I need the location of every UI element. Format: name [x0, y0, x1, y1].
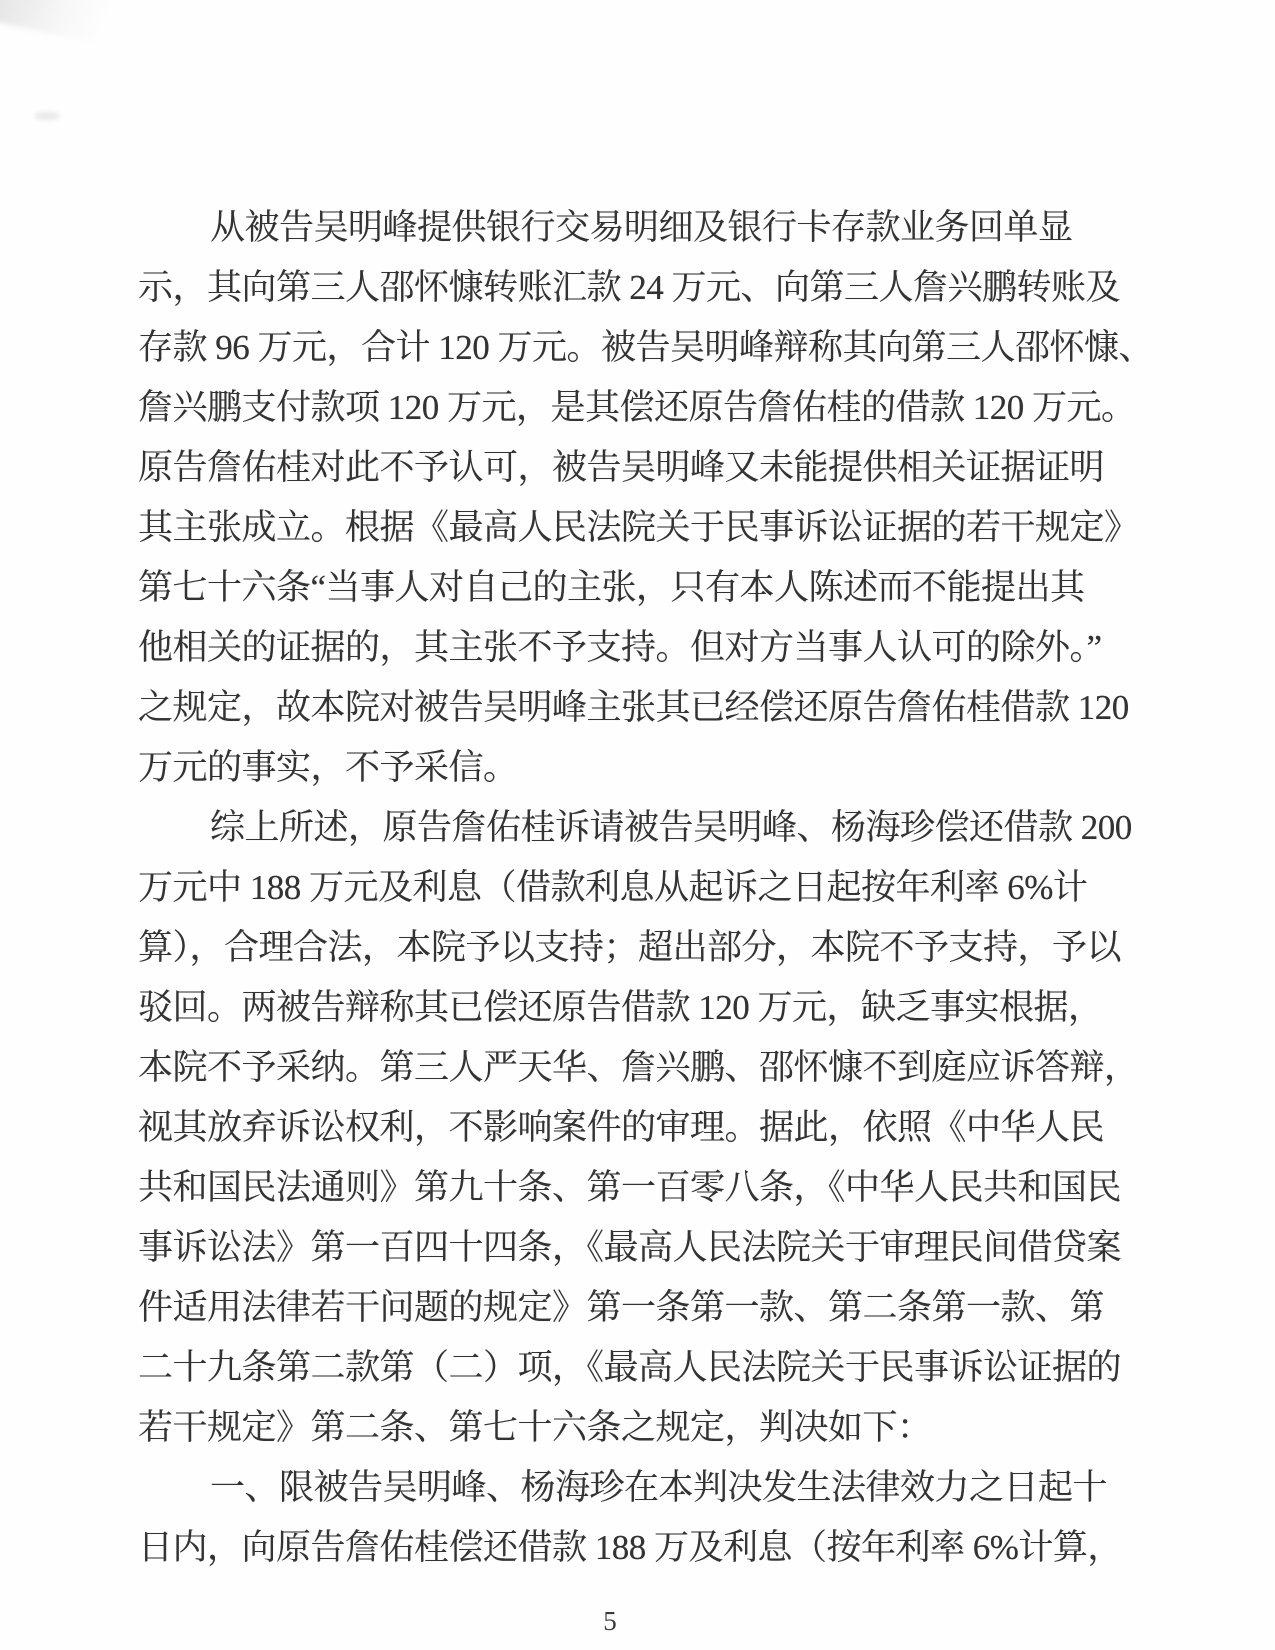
- text-line: 之规定，故本院对被告吴明峰主张其已经偿还原告詹佑桂借款 120: [138, 688, 1129, 727]
- text-line: 二十九条第二款第（二）项，《最高人民法院关于民事诉讼证据的: [138, 1348, 1122, 1387]
- text-line: 示，其向第三人邵怀慷转账汇款 24 万元、向第三人詹兴鹏转账及: [138, 268, 1121, 307]
- text-line: 算），合理合法，本院予以支持；超出部分，本院不予支持，予以: [138, 928, 1122, 967]
- judgment-body-text: [138, 198, 1154, 1578]
- text-line: 综上所述，原告詹佑桂诉请被告吴明峰、杨海珍偿还借款 200: [210, 808, 1132, 847]
- text-line: 存款 96 万元，合计 120 万元。被告吴明峰辩称其向第三人邵怀慷、: [138, 328, 1154, 367]
- text-line: 一、限被告吴明峰、杨海珍在本判决发生法律效力之日起十: [210, 1468, 1108, 1507]
- text-line: 他相关的证据的，其主张不予支持。但对方当事人认可的除外。”: [138, 628, 1102, 667]
- text-line: 其主张成立。根据《最高人民法院关于民事诉讼证据的若干规定》: [138, 508, 1139, 547]
- text-line: 原告詹佑桂对此不予认可，被告吴明峰又未能提供相关证据证明: [138, 448, 1105, 487]
- text-line: 第七十六条“当事人对自己的主张，只有本人陈述而不能提出其: [138, 568, 1085, 607]
- text-line: 件适用法律若干问题的规定》第一条第一款、第二条第一款、第: [138, 1288, 1105, 1327]
- text-line: 从被告吴明峰提供银行交易明细及银行卡存款业务回单显: [210, 208, 1073, 247]
- text-line: 若干规定》第二条、第七十六条之规定，判决如下：: [138, 1408, 932, 1447]
- text-line: 视其放弃诉讼权利，不影响案件的审理。据此，依照《中华人民: [138, 1108, 1105, 1147]
- page-number: 5: [603, 1606, 617, 1636]
- text-line: 本院不予采纳。第三人严天华、詹兴鹏、邵怀慷不到庭应诉答辩，: [138, 1048, 1139, 1087]
- text-line: 事诉讼法》第一百四十四条，《最高人民法院关于审理民间借贷案: [138, 1228, 1122, 1267]
- text-line: 驳回。两被告辩称其已偿还原告借款 120 万元，缺乏事实根据，: [138, 988, 1103, 1027]
- scan-smudge-artifact: [0, 0, 143, 51]
- text-line: 万元的事实，不予采信。: [138, 748, 518, 787]
- text-line: 詹兴鹏支付款项 120 万元，是其偿还原告詹佑桂的借款 120 万元。: [138, 388, 1136, 427]
- text-line: 万元中 188 万元及利息（借款利息从起诉之日起按年利率 6%计: [138, 868, 1088, 907]
- text-line: 共和国民法通则》第九十条、第一百零八条，《中华人民共和国民: [138, 1168, 1122, 1207]
- scan-dot-artifact: [34, 112, 60, 120]
- text-line: 日内，向原告詹佑桂偿还借款 188 万及利息（按年利率 6%计算，: [138, 1528, 1122, 1567]
